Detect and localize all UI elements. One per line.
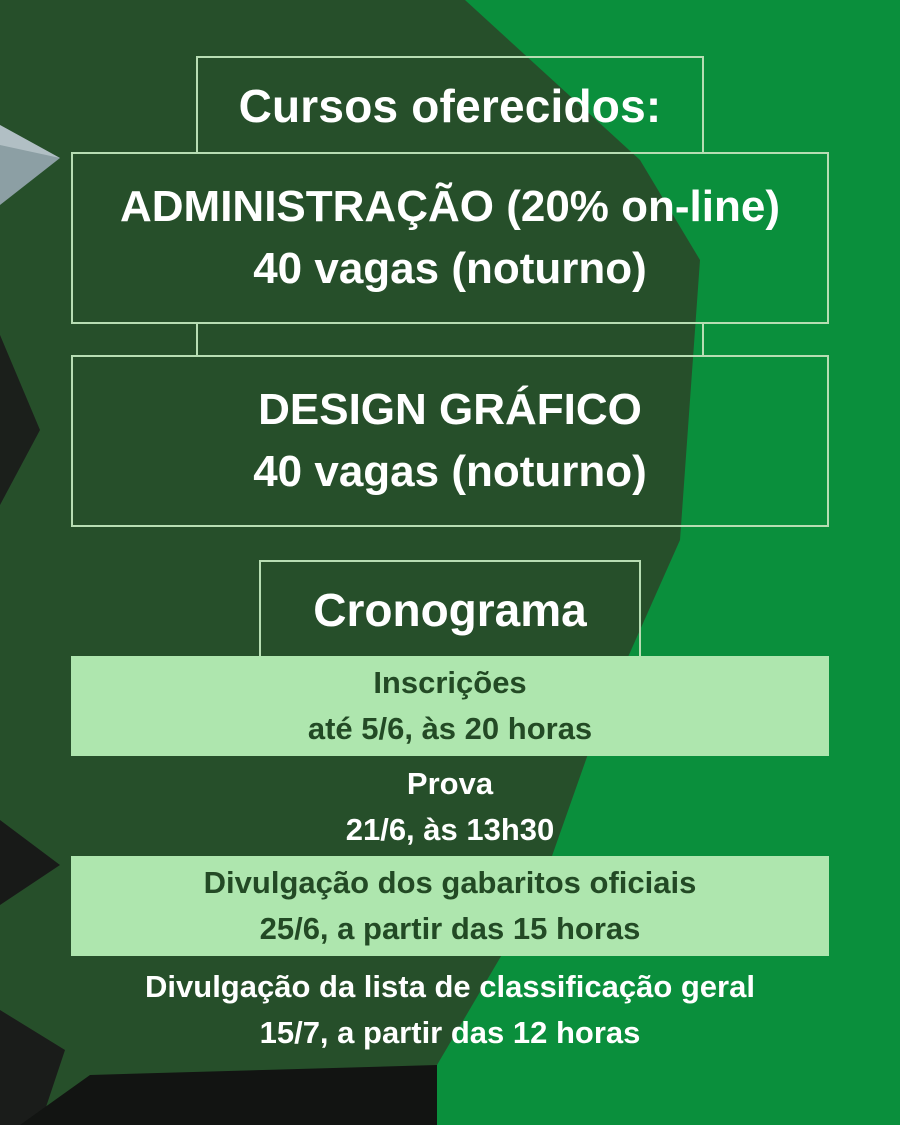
course-card-design-grafico bbox=[71, 355, 829, 527]
schedule-item-label: Divulgação da lista de classificação geral bbox=[145, 969, 755, 1004]
course-vacancies: 40 vagas (noturno) bbox=[253, 447, 647, 496]
course-name: DESIGN GRÁFICO bbox=[258, 385, 642, 434]
schedule-item-date: até 5/6, às 20 horas bbox=[307, 711, 593, 746]
schedule-title-box bbox=[259, 560, 641, 658]
schedule-item-label: Prova bbox=[406, 766, 494, 801]
courses-title: Cursos oferecidos: bbox=[238, 80, 662, 132]
course-vacancies: 40 vagas (noturno) bbox=[253, 244, 647, 293]
schedule-item-label: Inscrições bbox=[373, 665, 527, 700]
courses-title-box bbox=[196, 56, 704, 154]
schedule-item-classificacao bbox=[40, 960, 860, 1060]
schedule-item-gabaritos bbox=[71, 856, 829, 956]
schedule-title: Cronograma bbox=[313, 584, 587, 636]
schedule-item-date: 15/7, a partir das 12 horas bbox=[259, 1015, 641, 1050]
schedule-item-inscricoes bbox=[71, 656, 829, 756]
schedule-item-label: Divulgação dos gabaritos oficiais bbox=[203, 865, 697, 900]
schedule-item-prova bbox=[71, 758, 829, 856]
course-card-administracao bbox=[71, 152, 829, 324]
course-name: ADMINISTRAÇÃO (20% on-line) bbox=[120, 182, 780, 231]
schedule-item-date: 25/6, a partir das 15 horas bbox=[259, 911, 641, 946]
box-connector bbox=[196, 322, 704, 357]
schedule-item-date: 21/6, às 13h30 bbox=[345, 812, 555, 847]
